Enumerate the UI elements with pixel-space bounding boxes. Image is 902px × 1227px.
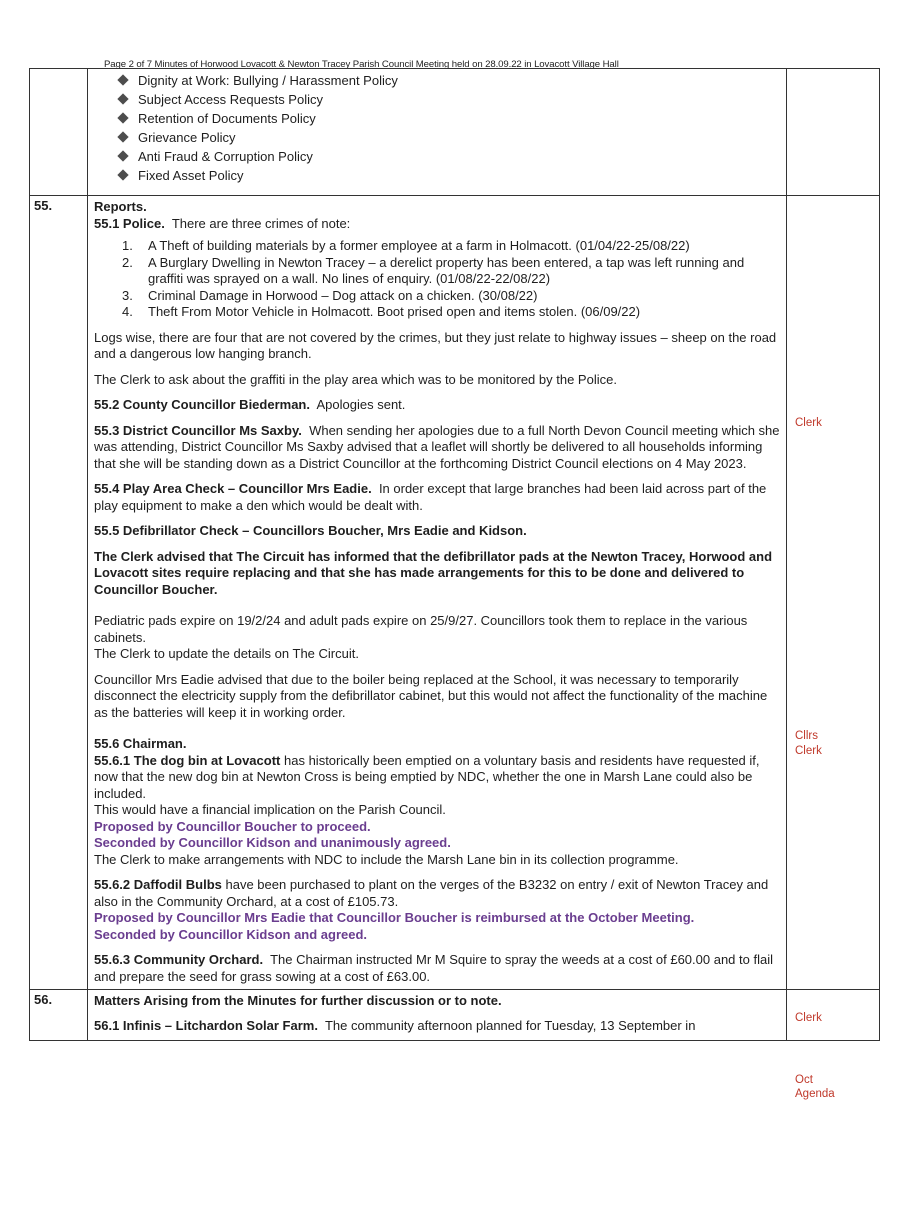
policies-row bbox=[30, 69, 880, 196]
list-item: 4. Theft From Motor Vehicle in Holmacott. Boot prised open and items stolen. (06/09/22) bbox=[122, 304, 641, 319]
diamond-bullet-icon bbox=[117, 169, 128, 180]
defib-heading: 55.5 Defibrillator Check – Councillors Boucher, Mrs Eadie and Kidson. bbox=[94, 523, 527, 538]
play-area-para: 55.4 Play Area Check – Councillor Mrs Eadie. In order except that large branches had been laid across part of the play equipment to make a den which would be dealt with. bbox=[94, 481, 767, 513]
pads-para: Pediatric pads expire on 19/2/24 and adult pads expire on 25/9/27. Councillors took them to replace in the various cabinets. bbox=[94, 613, 748, 645]
district-para: 55.3 District Councillor Ms Saxby. When sending her apologies due to a full North Devon Council meeting which she was attending, District Councillor Ms Saxby advised that a leaflet will shortly be delivered to all households informing that she will be standing down as a District Councillor at the forthcoming District Council elections on 4 May 2023. bbox=[94, 422, 780, 471]
proposed-motion: Proposed by Councillor Mrs Eadie that Councillor Boucher is reimbursed at the October Meeting. bbox=[94, 910, 695, 925]
dog-bin-para: 55.6.1 The dog bin at Lovacott has historically been emptied on a voluntary basis and residents have requested if, now that the new dog bin at Newton Cross is being emptied by NDC, whether the one in Marsh Lane could also be included. bbox=[94, 752, 760, 801]
action-cell bbox=[787, 990, 880, 1041]
item-55-row bbox=[30, 196, 880, 990]
list-item: Retention of Documents Policy bbox=[116, 109, 780, 128]
seconded-motion: Seconded by Councillor Kidson and unanimously agreed. bbox=[94, 835, 451, 850]
circuit-para: The Clerk to update the details on The Circuit. bbox=[94, 646, 359, 661]
proposed-motion: Proposed by Councillor Boucher to proceed. bbox=[94, 818, 371, 834]
defib-bold-para: The Clerk advised that The Circuit has informed that the defibrillator pads at the Newton Tracey, Horwood and Lovacott sites require replacing and that she has made arrangements for this to be done and delivered to Councillor Boucher. bbox=[94, 548, 773, 597]
policies-cell bbox=[88, 69, 787, 196]
diamond-bullet-icon bbox=[117, 131, 128, 142]
list-item: Grievance Policy bbox=[116, 128, 780, 147]
financial-para: This would have a financial implication on the Parish Council. bbox=[94, 802, 446, 817]
section-title: Reports. bbox=[94, 199, 147, 214]
list-item: 2. A Burglary Dwelling in Newton Tracey – a derelict property has been entered, a tap was left running and graffiti was sprayed on a wall. No lines of enquiry. (01/08/22-22/08/22) bbox=[122, 254, 745, 286]
action-cllrs: Cllrs bbox=[795, 730, 818, 742]
item-number: 55. bbox=[30, 196, 88, 990]
diamond-bullet-icon bbox=[117, 93, 128, 104]
action-clerk: Clerk bbox=[795, 417, 822, 429]
policy-list bbox=[94, 71, 780, 185]
list-item: Fixed Asset Policy bbox=[116, 166, 780, 185]
item-55-body bbox=[88, 196, 787, 990]
logs-para: Logs wise, there are four that are not covered by the crimes, but they just relate to highway issues – sheep on the road and a dangerous low hanging branch. bbox=[94, 329, 777, 361]
infinis-para: 56.1 Infinis – Litchardon Solar Farm. The community afternoon planned for Tuesday, 13 September in bbox=[94, 1017, 696, 1033]
diamond-bullet-icon bbox=[117, 150, 128, 161]
diamond-bullet-icon bbox=[117, 74, 128, 85]
action-oct: Oct bbox=[795, 1074, 813, 1086]
action-agenda: Agenda bbox=[795, 1088, 835, 1100]
page-header: Page 2 of 7 Minutes of Horwood Lovacott & Newton Tracey Parish Council Meeting held on 28.09.22 in Lovacott Village Hall bbox=[104, 59, 619, 70]
diamond-bullet-icon bbox=[117, 112, 128, 123]
item-number-cell bbox=[30, 69, 88, 196]
seconded-motion: Seconded by Councillor Kidson and agreed. bbox=[94, 926, 368, 942]
action-cell bbox=[787, 196, 880, 1100]
orchard-para: 55.6.3 Community Orchard. The Chairman instructed Mr M Squire to spray the weeds at a cost of £60.00 and to flail and prepare the seed for grass sowing at a cost of £63.00. bbox=[94, 952, 773, 984]
police-para: 55.1 Police. There are three crimes of note: bbox=[94, 215, 351, 231]
crimes-list bbox=[94, 238, 780, 321]
ndc-para: The Clerk to make arrangements with NDC to include the Marsh Lane bin in its collection programme. bbox=[94, 851, 679, 867]
section-title: Matters Arising from the Minutes for further discussion or to note. bbox=[94, 993, 502, 1008]
list-item: 1. A Theft of building materials by a former employee at a farm in Holmacott. (01/04/22-25/08/22) bbox=[122, 238, 690, 253]
list-item: Anti Fraud & Corruption Policy bbox=[116, 147, 780, 166]
action-cell bbox=[787, 69, 880, 196]
list-item: Dignity at Work: Bullying / Harassment Policy bbox=[116, 71, 780, 90]
graffiti-para: The Clerk to ask about the graffiti in the play area which was to be monitored by the Police. bbox=[94, 371, 617, 387]
chairman-heading: 55.6 Chairman. bbox=[94, 736, 187, 751]
action-clerk: Clerk bbox=[795, 745, 822, 757]
eadie-para: Councillor Mrs Eadie advised that due to the boiler being replaced at the School, it was necessary to temporarily disconnect the electricity supply from the defibrillator cabinet, but this would not affect the functionality of the machine as the batteries will keep it in working order. bbox=[94, 671, 768, 720]
list-item: 3. Criminal Damage in Horwood – Dog attack on a chicken. (30/08/22) bbox=[122, 287, 538, 303]
list-item: Subject Access Requests Policy bbox=[116, 90, 780, 109]
daffodil-para: 55.6.2 Daffodil Bulbs have been purchased to plant on the verges of the B3232 on entry / exit of Newton Tracey and also in the Community Orchard, at a cost of £105.73. bbox=[94, 877, 769, 909]
county-para: 55.2 County Councillor Biederman. Apologies sent. bbox=[94, 397, 406, 412]
action-clerk: Clerk bbox=[795, 1012, 822, 1024]
minutes-table bbox=[29, 68, 880, 1100]
item-56-row bbox=[30, 990, 880, 1041]
item-number: 56. bbox=[30, 990, 88, 1041]
item-56-body bbox=[88, 990, 787, 1041]
